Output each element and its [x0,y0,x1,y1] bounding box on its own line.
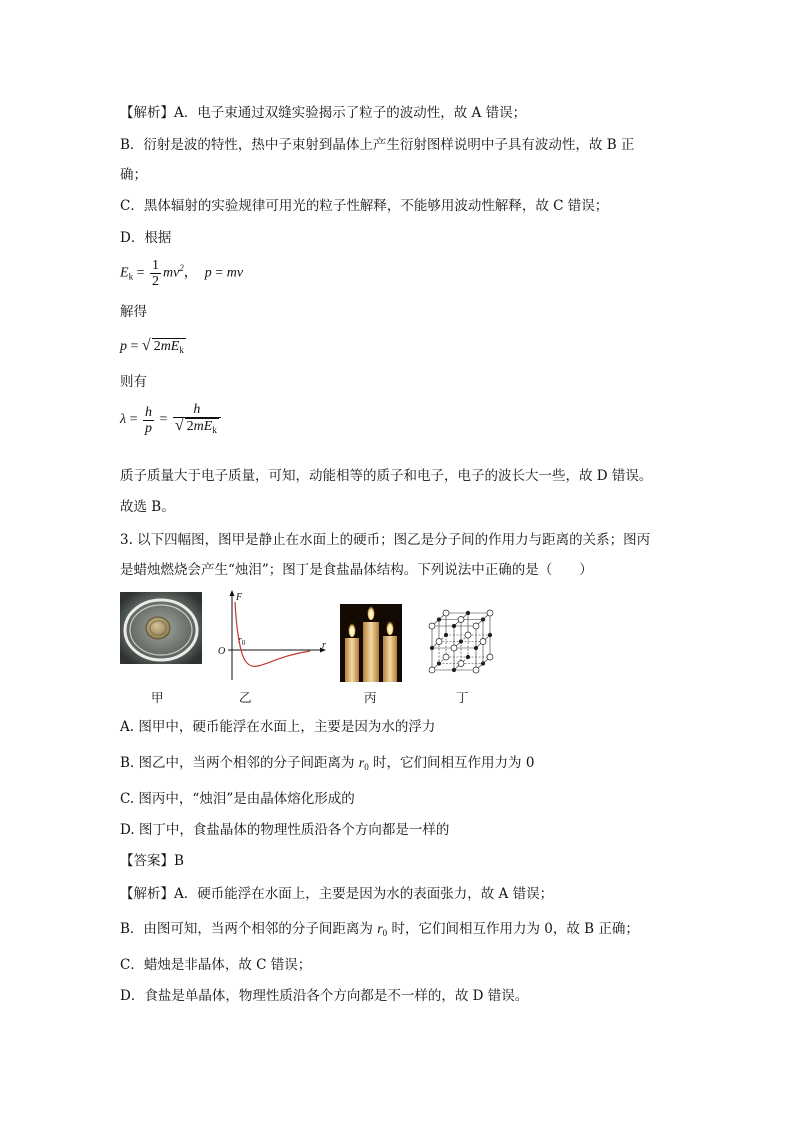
analysis-c: C．黑体辐射的实验规律可用光的粒子性解释，不能够用波动性解释，故 C 错误； [120,198,609,214]
analysis-a: 【解析】A．电子束通过双缝实验揭示了粒子的波动性，故 A 错误； [120,105,527,121]
question3-stem-line1: 3. 以下四幅图，图甲是静止在水面上的硬币；图乙是分子间的作用力与距离的关系；图丙 [120,532,651,548]
analysis-conclusion: 质子质量大于电子质量，可知，动能相等的质子和电子，电子的波长大一些，故 D 错误。 [120,468,653,484]
formula-p: p = √ $2mE_k$ [120,336,186,358]
option-a: A. 图甲中，硬币能浮在水面上，主要是因为水的浮力 [120,719,436,735]
formula-ek: $E_k$ = $\frac{1}{2}$ $mv^2$， p = mv [120,258,244,289]
then-label: 则有 [120,374,147,390]
caption-jia: 甲 [151,690,164,705]
solve-label: 解得 [120,304,147,320]
figure-jia-coin [120,592,202,668]
q3-analysis-b: B．由图可知，当两个相邻的分子间距离为 $r_0$ 时，它们间相互作用力为 0，故 B 正确； [120,921,639,938]
q3-analysis-a: 【解析】A．硬币能浮在水面上，主要是因为水的表面张力，故 A 错误； [120,886,554,902]
caption-bing: 丙 [364,690,377,705]
axis-label-r: r [322,640,326,651]
figure-bing-candles [340,604,402,686]
figure-ding-salt-lattice [426,606,500,680]
origin-label: O [218,646,226,657]
formula-lambda: λ = $\frac{h}{p}$ = $\frac{h}{√ 2mE_k}$ [120,402,223,438]
caption-yi: 乙 [239,690,252,705]
q3-analysis-d: D．食盐是单晶体，物理性质沿各个方向都是不一样的，故 D 错误。 [120,988,529,1004]
answer: 【答案】B [120,853,184,869]
question3-stem-line2: 是蜡烛燃烧会产生“烛泪”；图丁是食盐晶体结构。下列说法中正确的是（ ） [120,562,593,578]
option-d: D. 图丁中，食盐晶体的物理性质沿各个方向都是一样的 [120,822,450,838]
option-c: C. 图丙中，“烛泪”是由晶体熔化形成的 [120,791,355,807]
caption-ding: 丁 [456,690,469,705]
analysis-b-line1: B．衍射是波的特性，热中子束射到晶体上产生衍射图样说明中子具有波动性，故 B 正 [120,137,635,153]
analysis-d: D．根据 [120,230,172,246]
option-b: B. 图乙中，当两个相邻的分子间距离为 $r_0$ 时，它们间相互作用力为 0 [120,755,535,772]
r0-label: $r_0$ [238,635,246,647]
axis-label-f: F [236,592,243,603]
q3-analysis-c: C．蜡烛是非晶体，故 C 错误； [120,957,312,973]
analysis-b-line2: 确； [120,167,147,183]
choose-answer: 故选 B。 [120,499,175,515]
figure-yi-force-graph [214,588,332,688]
